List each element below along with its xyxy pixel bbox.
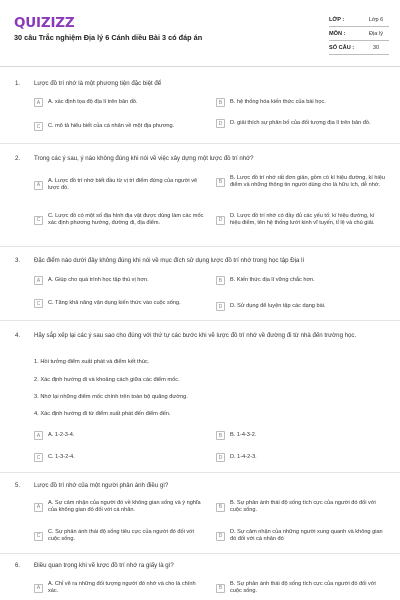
answer-option[interactable] (216, 529, 386, 544)
option-letter-box: D (216, 302, 225, 311)
answer-option[interactable] (34, 500, 204, 515)
question-divider (0, 143, 400, 144)
meta-label: MÔN : (329, 30, 346, 37)
question-text: Điều quan trọng khi vẽ lược đồ trí nhớ ra giấy là gì? (34, 562, 174, 569)
meta-table (329, 13, 389, 55)
meta-row-count (329, 41, 389, 55)
worksheet-title: 30 câu Trắc nghiệm Địa lý 6 Cánh diều Bài 3 có đáp án (14, 33, 203, 42)
option-text: A. Lược đồ trí nhớ biết đầu từ vị trí điểm đứng của người vẽ lược đồ. (48, 178, 198, 192)
question-number: 5. (15, 482, 21, 489)
question-number: 2. (15, 155, 21, 162)
option-letter-box: B (216, 503, 225, 512)
option-letter-box: D (216, 453, 225, 462)
option-letter-box: B (216, 276, 225, 285)
option-letter-box: C (34, 216, 43, 225)
meta-value: Địa lý (369, 30, 383, 37)
question-divider (0, 320, 400, 321)
answer-option[interactable] (216, 581, 386, 596)
option-text: D. giải thích sự phân bố của đối tượng địa lí trên bản đồ. (230, 119, 371, 126)
option-text: C. Tăng khả năng vận dụng kiến thức vào cuộc sống. (48, 299, 181, 306)
answer-option[interactable] (34, 178, 204, 193)
option-text: B. 1-4-3-2. (230, 431, 257, 438)
option-text: D. Sự cảm nhận của những người xung quanh và không gian đó đối với cá nhân đó (230, 529, 383, 543)
meta-value: Lớp 6 (368, 16, 384, 23)
question-divider (0, 472, 400, 473)
meta-label: LỚP : (329, 16, 345, 23)
question-text: Hãy sắp xếp lại các ý sau sao cho đúng với thứ tự các bước khi vẽ lược đồ trí nhớ về đường đi từ nhà đến trường học. (34, 332, 357, 339)
option-text: A. Giúp cho quá trình học tập thú vị hơn. (48, 276, 149, 283)
option-letter-box: B (216, 431, 225, 440)
option-text: C. 1-3-2-4. (48, 453, 75, 460)
option-letter-box: A (34, 584, 43, 593)
option-letter-box: B (216, 98, 225, 107)
option-letter-box: C (34, 122, 43, 131)
option-letter-box: C (34, 453, 43, 462)
option-letter-box: D (216, 216, 225, 225)
answer-option[interactable] (216, 431, 386, 440)
meta-row-subject (329, 27, 389, 41)
answer-option[interactable] (34, 581, 204, 596)
answer-option[interactable] (34, 453, 204, 462)
option-text: B. Sự phản ánh thái độ sống tích cực của người đó đối với cuộc sống. (230, 581, 376, 595)
option-text: D. 1-4-2-3. (230, 453, 257, 460)
question-number: 6. (15, 562, 21, 569)
option-letter-box: A (34, 98, 43, 107)
answer-option[interactable] (34, 122, 204, 131)
meta-row-class (329, 13, 389, 27)
option-text: B. Lược đồ trí nhớ rất đơn giản, gồm có kí hiệu đường, kí hiệu điểm và những thông tin người dùng cho là hữu ích, dễ nhớ. (230, 175, 385, 189)
option-text: C. Sự phản ánh thái độ sống tiêu cực của người đó đối với cuộc sống. (48, 529, 195, 543)
option-letter-box: C (34, 299, 43, 308)
quizizz-logo: QUIZIZZ (14, 15, 75, 31)
option-letter-box: A (34, 431, 43, 440)
answer-option[interactable] (216, 276, 386, 285)
option-text: A. Sự cảm nhận của người đó về không gian sống và ý nghĩa của không gian đó đối với cá nhân. (48, 500, 201, 514)
option-text: C. mô tả hiểu biết của cá nhân về một địa phương. (48, 122, 175, 129)
ordering-step: 3. Nhớ lại những điểm mốc chính trên toàn bộ quãng đường. (34, 394, 188, 400)
answer-option[interactable] (216, 98, 386, 107)
option-text: A. Chỉ vẽ ra những đối tượng người đó nhớ và cho là chính xác. (48, 581, 196, 595)
answer-option[interactable] (34, 213, 204, 228)
option-letter-box: A (34, 503, 43, 512)
option-letter-box: D (216, 119, 225, 128)
option-text: B. Kiến thức địa lí vững chắc hơn. (230, 276, 315, 283)
ordering-step: 4. Xác định hướng đi từ điểm xuất phát đến điểm đến. (34, 411, 171, 417)
option-text: A. 1-2-3-4. (48, 431, 75, 438)
answer-option[interactable] (216, 119, 386, 128)
worksheet-header (0, 0, 400, 66)
answer-option[interactable] (216, 213, 386, 228)
answer-option[interactable] (216, 500, 386, 515)
header-divider (0, 66, 400, 67)
answer-option[interactable] (34, 276, 204, 285)
question-divider (0, 553, 400, 554)
question-text: Lược đồ trí nhớ của một người phản ánh điều gì? (34, 482, 169, 489)
question-number: 1. (15, 80, 21, 87)
answer-option[interactable] (216, 453, 386, 462)
option-letter-box: A (34, 276, 43, 285)
meta-value: 30 (372, 44, 380, 51)
answer-option[interactable] (34, 299, 204, 308)
ordering-step: 1. Hồi tưởng điểm xuất phát và điểm kết thúc. (34, 359, 150, 365)
option-letter-box: A (34, 181, 43, 190)
option-text: A. xác định tọa độ địa lí trên bản đồ. (48, 98, 138, 105)
option-letter-box: C (34, 532, 43, 541)
answer-option[interactable] (34, 529, 204, 544)
question-divider (0, 246, 400, 247)
question-number: 3. (15, 257, 21, 264)
meta-label: SỐ CÂU : (329, 44, 355, 51)
option-text: D. Sử dụng để luyện tập các dạng bài. (230, 302, 326, 309)
option-text: D. Lược đồ trí nhớ có đầy đủ các yếu tố: kí hiệu đường, kí hiệu điểm, tên hệ thống lưới kinh vĩ tuyến, tỉ lệ và chú giải. (230, 213, 375, 227)
answer-option[interactable] (34, 431, 204, 440)
question-text: Lược đồ trí nhớ là một phương tiện đặc biệt để (34, 80, 162, 87)
option-text: B. Sự phản ánh thái độ sống tích cực của người đó đối với cuộc sống. (230, 500, 376, 514)
question-text: Đặc điểm nào dưới đây không đúng khi nói về mục đích sử dụng lược đồ trí nhớ trong học tập Địa lí (34, 257, 305, 264)
answer-option[interactable] (216, 302, 386, 311)
answer-option[interactable] (216, 175, 386, 190)
ordering-step: 2. Xác định hướng đi và khoảng cách giữa các điểm mốc. (34, 377, 180, 383)
option-text: C. Lược đồ có một số địa hình địa vật được dùng làm các mốc xác định phương hướng, đường đi, địa điểm. (48, 213, 204, 227)
question-text: Trong các ý sau, ý nào không đúng khi nói về việc xây dựng một lược đồ trí nhớ? (34, 155, 254, 162)
answer-option[interactable] (34, 98, 204, 107)
question-number: 4. (15, 332, 21, 339)
option-letter-box: D (216, 532, 225, 541)
option-letter-box: B (216, 178, 225, 187)
option-letter-box: B (216, 584, 225, 593)
option-text: B. hệ thống hóa kiến thức của bài học. (230, 98, 326, 105)
